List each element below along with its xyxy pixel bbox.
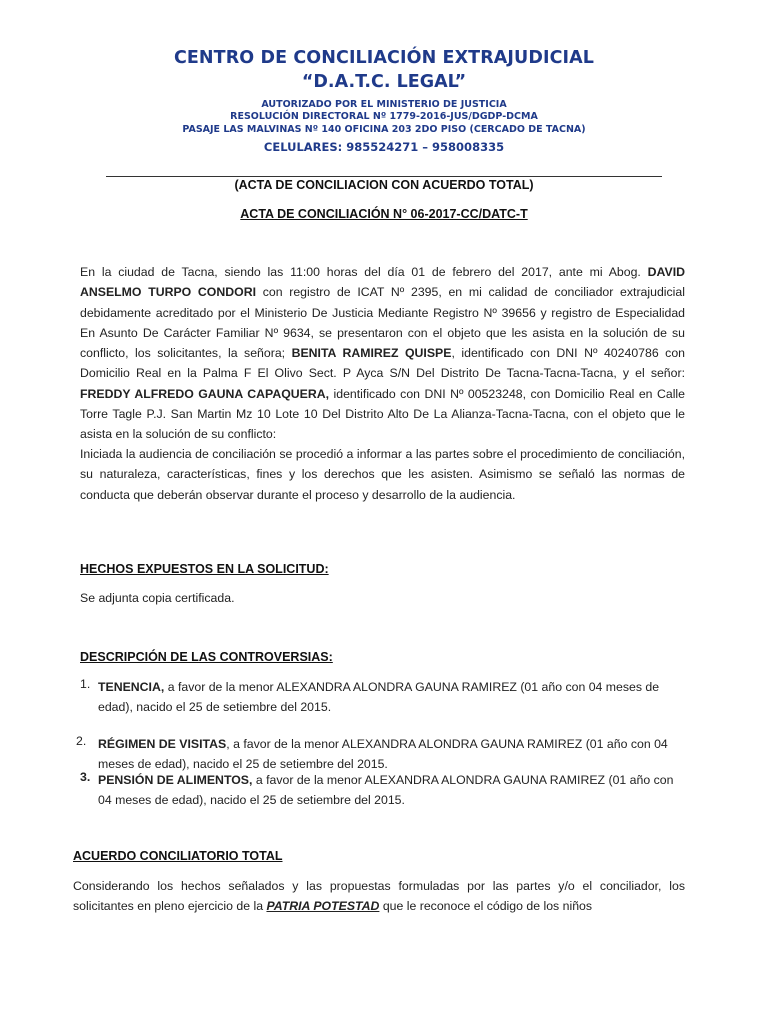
header-org: CENTRO DE CONCILIACIÓN EXTRAJUDICIAL bbox=[173, 48, 595, 68]
intro-text-a: En la ciudad de Tacna, siendo las 11:00 horas del día 01 de febrero del 2017, ante mi Abog. bbox=[80, 265, 648, 279]
list-item-text: a favor de la menor ALEXANDRA ALONDRA GAUNA RAMIREZ (01 año con 04 meses de edad), nacido el 25 de setiembre del 2015. bbox=[98, 773, 674, 807]
hechos-text: Se adjunta copia certificada. bbox=[80, 591, 235, 605]
conciliator-name: DAVID ANSELMO TURPO CONDORI bbox=[80, 265, 685, 300]
list-item bbox=[98, 770, 686, 810]
list-item bbox=[98, 677, 686, 717]
applicant-2-name: FREDDY ALFREDO GAUNA CAPAQUERA, bbox=[80, 386, 330, 401]
header-phones: CELULARES: 985524271 – 958008335 bbox=[263, 140, 505, 154]
intro-paragraph bbox=[80, 262, 685, 445]
acuerdo-paragraph bbox=[73, 876, 685, 917]
header-authorization: AUTORIZADO POR EL MINISTERIO DE JUSTICIA bbox=[261, 99, 507, 110]
header-divider bbox=[106, 176, 662, 177]
intro-text-c: con registro de ICAT Nº 2395, en mi calidad de conciliador extrajudicial debidamente acreditado por el Ministerio De Justicia Mediante Registro Nº 39656 y registro de Especialidad En Asunto De Carácter Familiar Nº 9634, se presentaron con el objeto que les asista en la solución de su conflicto, los solicitantes, la señora; bbox=[80, 285, 685, 361]
patria-potestad-term: PATRIA POTESTAD bbox=[266, 899, 380, 914]
applicant-1-name: BENITA RAMIREZ QUISPE bbox=[291, 346, 452, 361]
acuerdo-text-a: Considerando los hechos señalados y las propuestas formuladas por las partes y/o el conciliador, los solicitantes en pleno ejercicio de la bbox=[73, 879, 685, 914]
list-item-label: TENENCIA, bbox=[98, 680, 165, 694]
acuerdo-text-c: que le reconoce el código de los niños bbox=[379, 899, 593, 914]
header-resolution: RESOLUCIÓN DIRECTORAL Nº 1779-2016-JUS/DGDP-DCMA bbox=[230, 111, 538, 122]
section-hechos-heading: HECHOS EXPUESTOS EN LA SOLICITUD: bbox=[80, 562, 329, 576]
header-name: “D.A.T.C. LEGAL” bbox=[301, 72, 467, 92]
section-controversias-heading: DESCRIPCIÓN DE LAS CONTROVERSIAS: bbox=[80, 650, 333, 664]
list-item bbox=[98, 734, 686, 774]
act-number-title: ACTA DE CONCILIACIÓN N° 06-2017-CC/DATC-T bbox=[240, 207, 528, 221]
section-acuerdo-heading: ACUERDO CONCILIATORIO TOTAL bbox=[73, 849, 283, 863]
list-item-label: PENSIÓN DE ALIMENTOS, bbox=[98, 773, 253, 787]
intro-text-g: identificado con DNI Nº 00523248, con Domicilio Real en Calle Torre Tagle P.J. San Martin Mz 10 Lote 10 Del Distrito Alto De La Alianza-Tacna-Tacna, con el objeto que le asista en la solución de su conflicto: bbox=[80, 386, 685, 442]
list-item-number: 2. bbox=[76, 734, 87, 748]
list-item-label: RÉGIMEN DE VISITAS bbox=[98, 737, 227, 751]
intro-text-e: , identificado con DNI Nº 40240786 con Domicilio Real en la Palma F El Olivo Sect. P Ayca S/N Del Distrito De Tacna-Tacna-Tacna, y el señor: bbox=[80, 346, 685, 381]
list-item-text: , a favor de la menor ALEXANDRA ALONDRA GAUNA RAMIREZ (01 año con 04 meses de edad), nacido el 25 de setiembre del 2015. bbox=[98, 737, 668, 771]
list-item-number: 3. bbox=[80, 770, 91, 784]
list-item-number: 1. bbox=[80, 677, 91, 691]
hearing-paragraph: Iniciada la audiencia de conciliación se procedió a informar a las partes sobre el procedimiento de conciliación, su naturaleza, características, fines y los derechos que les asisten. Asimismo se señaló las normas de conducta que deberán observar durante el proceso y desarrollo de la audiencia. bbox=[80, 447, 685, 502]
act-kind-title: (ACTA DE CONCILIACION CON ACUERDO TOTAL) bbox=[234, 178, 534, 192]
header-address: PASAJE LAS MALVINAS Nº 140 OFICINA 203 2DO PISO (CERCADO DE TACNA) bbox=[182, 124, 586, 135]
list-item-text: a favor de la menor ALEXANDRA ALONDRA GAUNA RAMIREZ (01 año con 04 meses de edad), nacido el 25 de setiembre del 2015. bbox=[98, 680, 660, 714]
